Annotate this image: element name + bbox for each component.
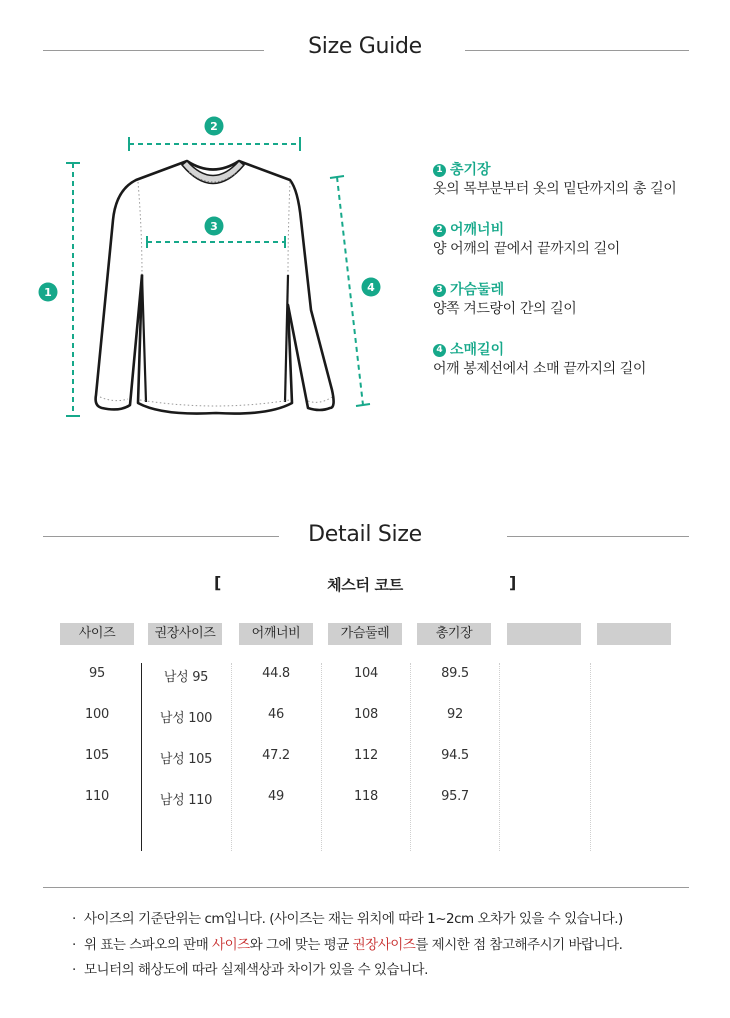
header-recommended-size: 권장사이즈 bbox=[148, 623, 222, 645]
size-guide-divider-right bbox=[465, 50, 689, 51]
shirt-diagram bbox=[30, 110, 410, 430]
cell-size: 95 bbox=[89, 666, 105, 681]
svg-text:3: 3 bbox=[210, 220, 218, 233]
note-highlight-size: 사이즈 bbox=[212, 937, 250, 953]
cell-recommended: 남성 110 bbox=[159, 793, 213, 808]
note-text: 모니터의 해상도에 따라 실제색상과 차이가 있을 수 있습니다. bbox=[84, 962, 428, 978]
cell-chest: 118 bbox=[354, 789, 378, 804]
marker-4 bbox=[362, 278, 381, 297]
detail-size-divider-right bbox=[507, 536, 689, 537]
legend-number-2: 2 bbox=[433, 224, 446, 237]
legend-description: 옷의 목부분부터 옷의 밑단까지의 총 길이 bbox=[433, 181, 677, 197]
note-text: 와 그에 맞는 평균 bbox=[249, 937, 353, 953]
measure-total-length bbox=[66, 163, 80, 416]
cell-chest: 104 bbox=[354, 666, 378, 681]
cell-chest: 108 bbox=[354, 707, 378, 722]
svg-text:4: 4 bbox=[367, 281, 375, 294]
legend-title: 어깨너비 bbox=[450, 222, 505, 238]
note-bullet: · bbox=[72, 937, 76, 953]
legend-number-4: 4 bbox=[433, 344, 446, 357]
marker-1 bbox=[39, 283, 58, 302]
cell-size: 100 bbox=[85, 707, 109, 722]
size-guide-divider-left bbox=[43, 50, 264, 51]
note-highlight-recommended: 권장사이즈 bbox=[352, 937, 416, 953]
shirt-outline bbox=[96, 161, 334, 414]
cell-shoulder: 46 bbox=[268, 707, 284, 722]
svg-text:2: 2 bbox=[210, 120, 218, 133]
legend-description: 어깨 봉제선에서 소매 끝까지의 길이 bbox=[433, 361, 647, 377]
cell-size: 105 bbox=[85, 748, 109, 763]
cell-shoulder: 47.2 bbox=[262, 748, 290, 763]
cell-chest: 112 bbox=[354, 748, 378, 763]
legend-total-length bbox=[433, 161, 676, 199]
size-guide-title: Size Guide bbox=[308, 34, 422, 59]
note-unit bbox=[72, 907, 623, 927]
legend-shoulder bbox=[433, 221, 620, 259]
cell-length: 95.7 bbox=[441, 789, 469, 804]
cell-length: 89.5 bbox=[441, 666, 469, 681]
legend-number-3: 3 bbox=[433, 284, 446, 297]
product-bracket-open: [ bbox=[214, 573, 222, 592]
cell-size: 110 bbox=[85, 789, 109, 804]
cell-length: 92 bbox=[447, 707, 463, 722]
cell-shoulder: 44.8 bbox=[262, 666, 290, 681]
note-bullet: · bbox=[72, 911, 76, 927]
header-length: 총기장 bbox=[417, 623, 491, 645]
detail-size-title: Detail Size bbox=[308, 522, 422, 547]
legend-title: 가슴둘레 bbox=[450, 282, 505, 298]
marker-2 bbox=[205, 117, 224, 136]
measure-shoulder bbox=[129, 137, 300, 151]
legend-description: 양 어깨의 끝에서 끝까지의 길이 bbox=[433, 241, 620, 257]
marker-3 bbox=[205, 217, 224, 236]
legend-number-1: 1 bbox=[433, 164, 446, 177]
detail-size-divider-left bbox=[43, 536, 279, 537]
legend-sleeve bbox=[433, 341, 646, 379]
legend-description: 양쪽 겨드랑이 간의 길이 bbox=[433, 301, 577, 317]
header-chest: 가슴둘레 bbox=[328, 623, 402, 645]
header-empty-2 bbox=[597, 623, 671, 645]
note-table bbox=[72, 933, 622, 953]
cell-recommended: 남성 95 bbox=[163, 670, 209, 685]
note-monitor bbox=[72, 958, 428, 978]
cell-recommended: 남성 105 bbox=[159, 752, 213, 767]
note-text: 위 표는 스파오의 판매 bbox=[84, 937, 213, 953]
header-empty-1 bbox=[507, 623, 581, 645]
legend-chest bbox=[433, 281, 576, 319]
legend-title: 소매길이 bbox=[450, 342, 505, 358]
notes-divider bbox=[43, 887, 689, 888]
column-divider bbox=[590, 663, 591, 851]
cell-recommended: 남성 100 bbox=[159, 711, 213, 726]
header-size: 사이즈 bbox=[60, 623, 134, 645]
header-shoulder: 어깨너비 bbox=[239, 623, 313, 645]
legend-title: 총기장 bbox=[450, 162, 491, 178]
note-text: 사이즈의 기준단위는 cm입니다. (사이즈는 재는 위치에 따라 1~2cm 오차가 있을 수 있습니다.) bbox=[84, 911, 623, 927]
cell-shoulder: 49 bbox=[268, 789, 284, 804]
note-bullet: · bbox=[72, 962, 76, 978]
product-bracket-close: ] bbox=[509, 573, 517, 592]
cell-length: 94.5 bbox=[441, 748, 469, 763]
svg-text:1: 1 bbox=[44, 286, 52, 299]
note-text: 를 제시한 점 참고해주시기 바랍니다. bbox=[415, 937, 623, 953]
product-name: 체스터 코트 bbox=[327, 576, 403, 594]
